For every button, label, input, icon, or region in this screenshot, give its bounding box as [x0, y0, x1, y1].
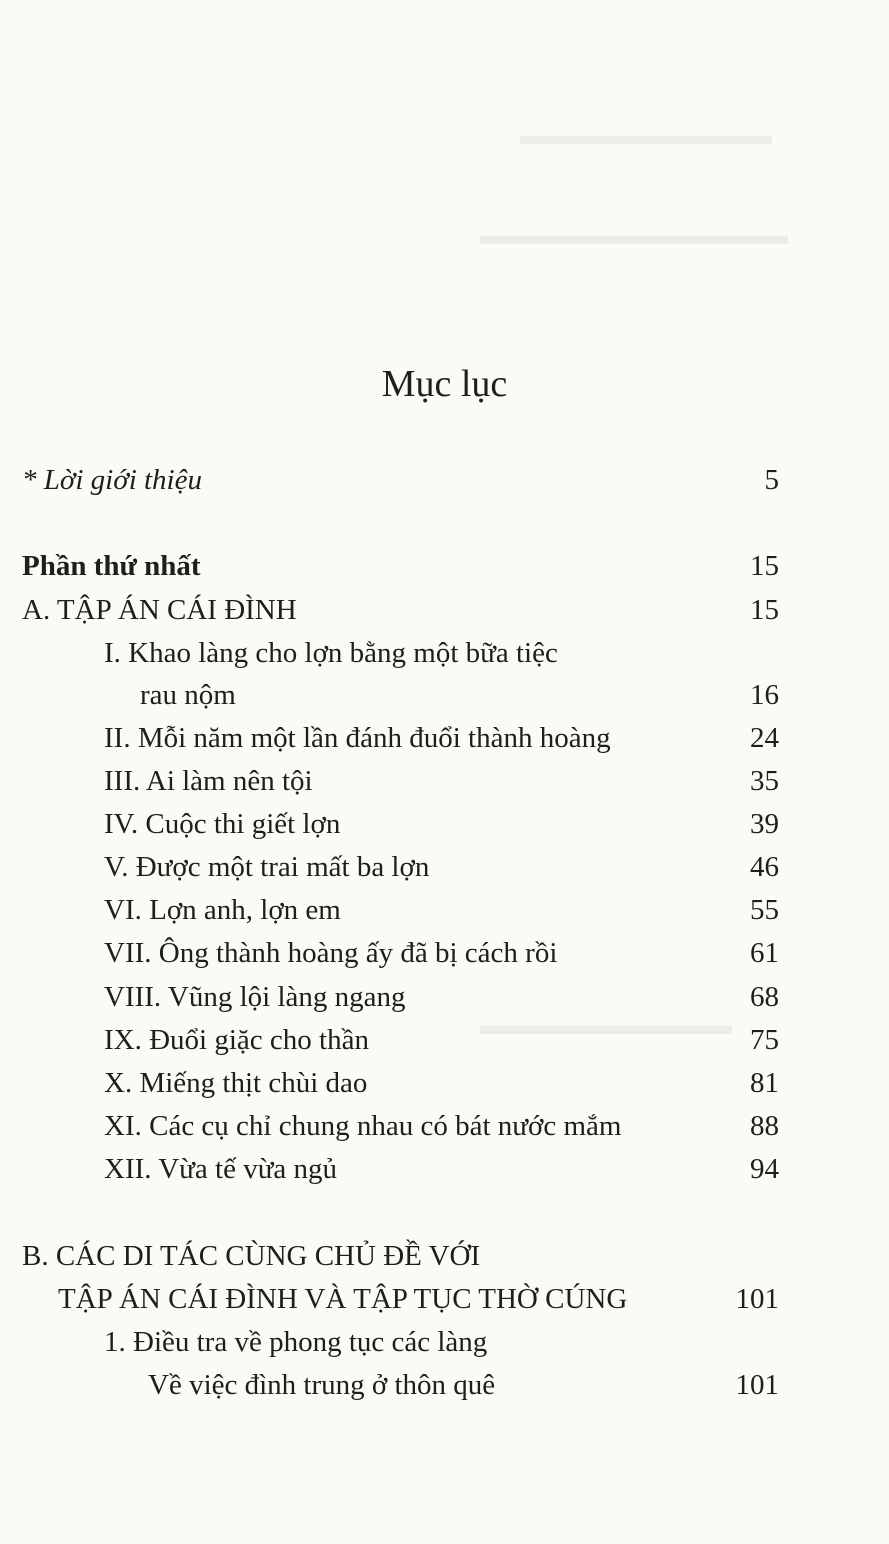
toc-entry	[0, 1106, 889, 1146]
toc-entry-title: rau nộm	[140, 679, 236, 711]
toc-entry-page: 39	[750, 808, 779, 840]
toc-entry	[0, 804, 889, 844]
toc-entry	[0, 1063, 889, 1103]
toc-entry	[0, 1279, 889, 1319]
toc-entry-title: VII. Ông thành hoàng ấy đã bị cách rồi	[104, 937, 558, 969]
toc-entry-title: 1. Điều tra về phong tục các làng	[104, 1326, 488, 1358]
toc-entry-page: 46	[750, 851, 779, 883]
toc-entry-page: 15	[750, 594, 779, 626]
toc-entry-page: 55	[750, 894, 779, 926]
toc-entry-title: XI. Các cụ chỉ chung nhau có bát nước mắm	[104, 1110, 622, 1142]
toc-entry	[0, 590, 889, 630]
bleed-through-1: ▬▬▬▬▬▬▬▬▬	[520, 120, 772, 151]
toc-entry-page: 15	[750, 550, 779, 582]
toc-entry	[0, 718, 889, 758]
toc-entry-title: TẬP ÁN CÁI ĐÌNH VÀ TẬP TỤC THỜ CÚNG	[58, 1283, 628, 1315]
toc-entry-title: Phần thứ nhất	[22, 550, 201, 582]
toc-entry-title: III. Ai làm nên tội	[104, 765, 313, 797]
toc-entry-page: 5	[764, 464, 779, 496]
toc-entry	[0, 460, 889, 500]
toc-entry-title: A. TẬP ÁN CÁI ĐÌNH	[22, 594, 297, 626]
toc-entry-title: II. Mỗi năm một lần đánh đuổi thành hoàng	[104, 722, 611, 754]
toc-entry	[0, 1236, 889, 1276]
toc-entry-page: 75	[750, 1024, 779, 1056]
toc-entry-page: 61	[750, 937, 779, 969]
toc-entry	[0, 977, 889, 1017]
toc-entry-title: V. Được một trai mất ba lợn	[104, 851, 430, 883]
toc-entry-page: 94	[750, 1153, 779, 1185]
toc-entry	[0, 847, 889, 887]
toc-entry-title: Về việc đình trung ở thôn quê	[148, 1369, 496, 1401]
toc-entry-title: IV. Cuộc thi giết lợn	[104, 808, 341, 840]
toc-entry	[0, 1322, 889, 1362]
bleed-through-3: ▬▬▬▬▬▬▬▬▬	[480, 1010, 732, 1041]
page-title: Mục lục	[381, 363, 508, 405]
toc-entry-title: X. Miếng thịt chùi dao	[104, 1067, 368, 1099]
toc-entry-title: B. CÁC DI TÁC CÙNG CHỦ ĐỀ VỚI	[22, 1240, 481, 1272]
toc-entry-page: 24	[750, 722, 779, 754]
toc-entry	[0, 675, 889, 715]
toc-entry-page: 101	[735, 1369, 779, 1401]
toc-entry-title: XII. Vừa tế vừa ngủ	[104, 1153, 338, 1185]
toc-entry-title: * Lời giới thiệu	[22, 464, 202, 496]
toc-entry-page: 101	[735, 1283, 779, 1315]
toc-entry-title: IX. Đuổi giặc cho thần	[104, 1024, 369, 1056]
toc-entry-title: VIII. Vũng lội làng ngang	[104, 981, 406, 1013]
toc-entry	[0, 1020, 889, 1060]
toc-entry	[0, 1149, 889, 1189]
toc-entry-page: 88	[750, 1110, 779, 1142]
toc-entry-title: I. Khao làng cho lợn bằng một bữa tiệc	[104, 637, 558, 669]
toc-entry	[0, 1365, 889, 1405]
toc-entry-page: 81	[750, 1067, 779, 1099]
toc-entry	[0, 890, 889, 930]
toc-entry-title: VI. Lợn anh, lợn em	[104, 894, 341, 926]
toc-entry	[0, 761, 889, 801]
toc-entry-page: 35	[750, 765, 779, 797]
toc-entry	[0, 933, 889, 973]
bleed-through-2: ▬▬▬▬▬▬▬▬▬▬▬	[480, 220, 788, 251]
toc-entry-page: 16	[750, 679, 779, 711]
toc-entry	[0, 633, 889, 673]
toc-entry-page: 68	[750, 981, 779, 1013]
toc-entry	[0, 546, 889, 586]
